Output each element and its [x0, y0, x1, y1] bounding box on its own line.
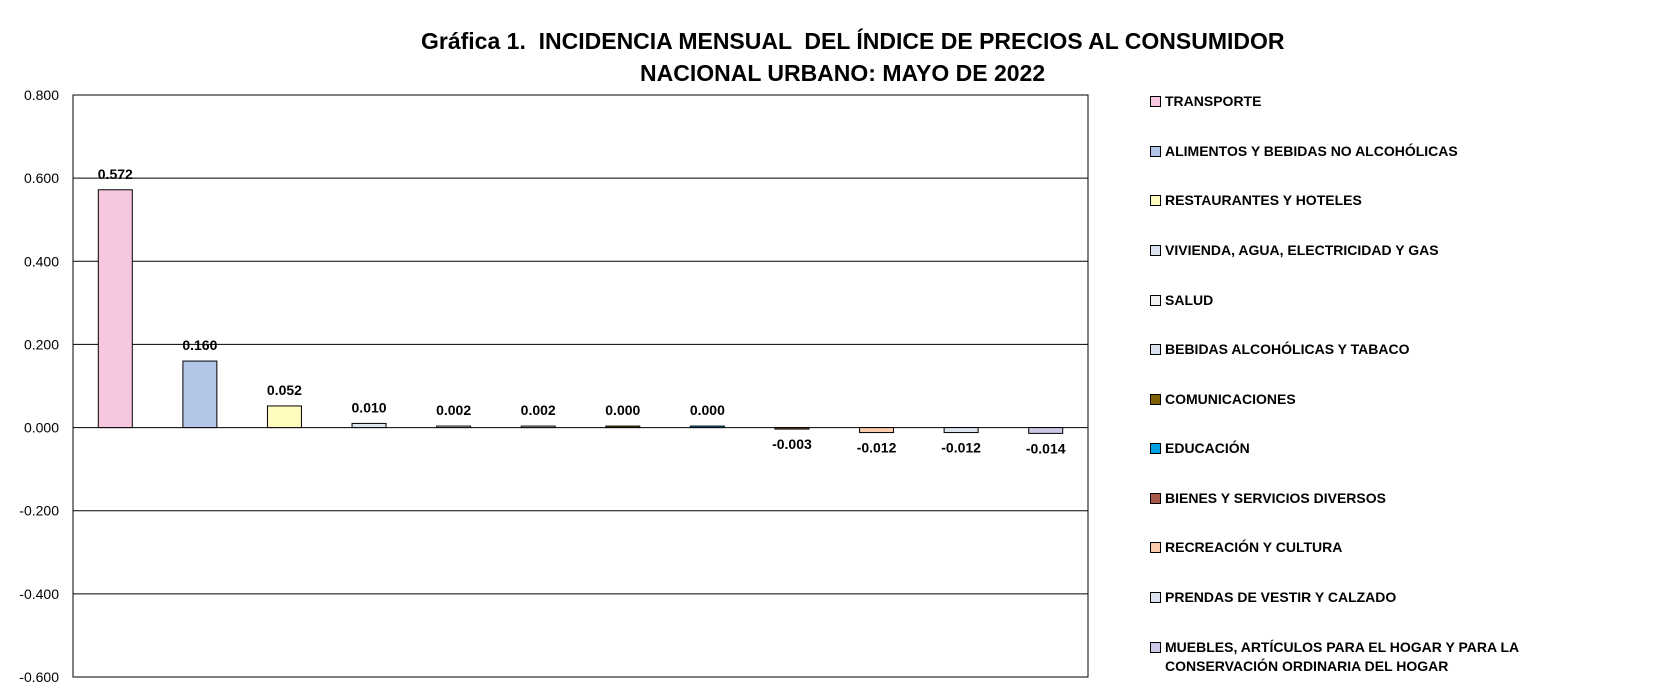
legend-swatch: [1150, 542, 1161, 553]
y-tick-label: 0.800: [23, 87, 59, 103]
bar: [606, 426, 640, 428]
bar: [1029, 428, 1063, 434]
legend-swatch: [1150, 146, 1161, 157]
legend-item: [1150, 390, 1625, 409]
legend-swatch: [1150, 96, 1161, 107]
legend-label: TRANSPORTE: [1165, 93, 1262, 109]
bar: [944, 428, 978, 433]
legend-swatch: [1150, 344, 1161, 355]
data-label: -0.012: [856, 439, 897, 456]
data-label: -0.012: [941, 439, 981, 456]
legend-swatch: [1150, 493, 1161, 504]
legend-label: VIVIENDA, AGUA, ELECTRICIDAD Y GAS: [1165, 242, 1439, 258]
legend-item: [1150, 538, 1625, 557]
y-tick-label: 0.000: [23, 419, 59, 436]
data-label: 0.160: [182, 337, 218, 354]
bar: [775, 428, 809, 430]
legend-item: [1150, 439, 1625, 458]
legend-swatch: [1150, 245, 1161, 256]
bar: [521, 426, 555, 428]
legend-item: [1150, 92, 1625, 111]
legend-swatch: [1150, 443, 1161, 454]
legend-label: BEBIDAS ALCOHÓLICAS Y TABACO: [1165, 341, 1410, 357]
legend-swatch: [1150, 642, 1161, 653]
plot-area-frame: [73, 95, 1088, 677]
legend-item: [1150, 142, 1625, 161]
y-tick-label: 0.200: [23, 336, 59, 353]
legend-swatch: [1150, 592, 1161, 603]
legend-label: BIENES Y SERVICIOS DIVERSOS: [1165, 490, 1386, 506]
data-label: -0.003: [772, 436, 812, 453]
bar: [267, 406, 301, 428]
chart-title-line: Gráfica 1. INCIDENCIA MENSUAL DEL ÍNDICE DE PRECIOS AL CONSUMIDOR: [421, 28, 1285, 54]
legend-label: EDUCACIÓN: [1165, 440, 1250, 456]
bars: [98, 190, 1062, 434]
legend-item: [1150, 340, 1625, 359]
legend-item: [1150, 489, 1625, 508]
legend-item: [1150, 241, 1625, 260]
data-label: 0.002: [520, 402, 556, 419]
bar: [183, 361, 217, 428]
data-label: 0.010: [351, 399, 387, 416]
data-labels: [98, 166, 1066, 457]
chart-subtitle: NACIONAL URBANO: MAYO DE 2022: [640, 60, 1046, 86]
legend-item: [1150, 638, 1625, 676]
bar: [860, 428, 894, 433]
legend-item: [1150, 588, 1625, 607]
y-tick-label: -0.400: [19, 585, 59, 602]
y-tick-label: -0.200: [19, 502, 59, 519]
legend-label: RECREACIÓN Y CULTURA: [1165, 539, 1343, 555]
data-label: 0.000: [605, 402, 641, 419]
bar: [437, 426, 471, 428]
legend-item: [1150, 191, 1625, 210]
legend-item: [1150, 291, 1625, 310]
legend-label: SALUD: [1165, 292, 1214, 308]
legend-swatch: [1150, 295, 1161, 306]
y-tick-label: 0.400: [23, 253, 59, 270]
legend-label: COMUNICACIONES: [1165, 391, 1296, 407]
data-label: 0.572: [97, 165, 133, 182]
y-tick-label: 0.600: [23, 170, 59, 187]
bar: [98, 190, 132, 428]
data-label: 0.052: [266, 381, 302, 398]
legend-label: ALIMENTOS Y BEBIDAS NO ALCOHÓLICAS: [1165, 143, 1458, 159]
bar: [352, 423, 386, 427]
legend-label: PRENDAS DE VESTIR Y CALZADO: [1165, 589, 1397, 605]
y-axis-tick-labels: [19, 87, 59, 685]
data-label: -0.014: [1025, 440, 1066, 457]
data-label: 0.000: [689, 402, 725, 419]
gridlines: [73, 95, 1088, 677]
data-label: 0.002: [436, 402, 472, 419]
legend-swatch: [1150, 394, 1161, 405]
legend-label: MUEBLES, ARTÍCULOS PARA EL HOGAR Y PARA LA CONSERVACIÓN ORDINARIA DEL HOGAR: [1165, 639, 1519, 674]
legend-label: RESTAURANTES Y HOTELES: [1165, 192, 1362, 208]
y-tick-label: -0.600: [19, 669, 59, 685]
legend-swatch: [1150, 195, 1161, 206]
bar: [690, 426, 724, 428]
